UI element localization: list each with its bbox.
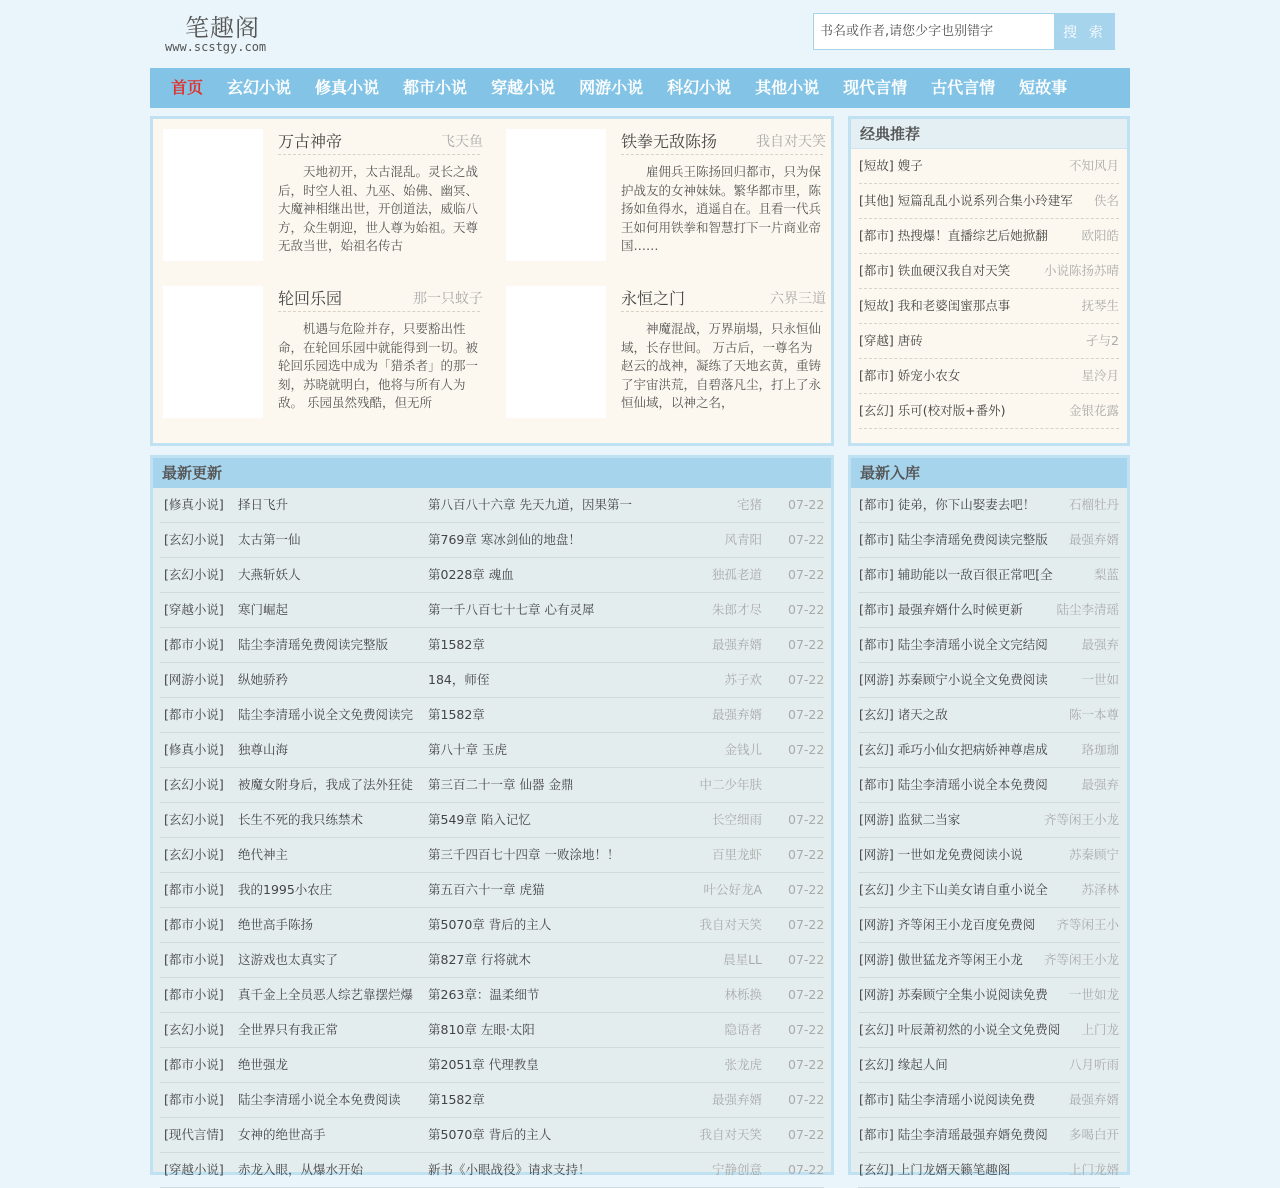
book-link[interactable]: [玄幻] 少主下山美女请自重小说全 <box>859 882 1048 897</box>
category-link[interactable]: [玄幻小说] <box>164 1022 224 1037</box>
list-item <box>858 1118 1120 1153</box>
author-name: 齐等闲王小龙 <box>1043 952 1119 967</box>
category-link[interactable]: [现代言情] <box>164 1127 224 1142</box>
author-name: 齐等闲王小 <box>1056 917 1119 932</box>
author-name: 上门龙 <box>1081 1022 1119 1037</box>
book-link[interactable]: 这游戏也太真实了 <box>238 952 339 967</box>
table-row <box>160 1083 824 1118</box>
book-link[interactable]: 纵她骄矜 <box>238 672 289 687</box>
list-item <box>858 1153 1120 1188</box>
list-item <box>858 523 1120 558</box>
list-item <box>858 663 1120 698</box>
book-author[interactable]: 六界三道 <box>770 291 826 307</box>
author-name: 宅猪 <box>736 497 762 512</box>
author-name: 最强弃婿 <box>711 707 762 722</box>
author-name: 苏子欢 <box>724 672 762 687</box>
book-link[interactable]: [网游] 苏秦顾宁全集小说阅读免费 <box>859 987 1048 1002</box>
update-date: 07-22 <box>788 952 825 967</box>
table-row <box>160 768 824 803</box>
author-link[interactable]: 不知风月 <box>1068 158 1119 173</box>
chapter-link[interactable]: 新书《小眼战役》请求支持！ <box>428 1162 591 1177</box>
update-date: 07-22 <box>788 672 825 687</box>
category-link[interactable]: [玄幻小说] <box>164 812 224 827</box>
category-link[interactable]: [都市小说] <box>164 637 224 652</box>
site-header <box>150 0 1130 68</box>
author-name: 陆尘李清瑶 <box>1056 602 1119 617</box>
category-link[interactable]: [都市小说] <box>164 882 224 897</box>
book-link[interactable]: 绝世高手陈扬 <box>238 917 314 932</box>
list-item <box>858 838 1120 873</box>
update-date: 07-22 <box>788 1127 825 1142</box>
main-nav <box>150 68 1130 108</box>
book-description: 雇佣兵王陈扬回归都市，只为保护战友的女神妹妹。繁华都市里，陈扬如鱼得水，逍遥自在。且看一代兵王如何用铁拳和智慧打下一片商业帝国…… <box>621 164 822 253</box>
book-author[interactable]: 那一只蚊子 <box>413 291 483 307</box>
new-books-panel <box>848 455 1130 1175</box>
chapter-link[interactable]: 第5070章 背后的主人 <box>428 917 552 932</box>
chapter-link[interactable]: 第三百二十一章 仙器 金鼎 <box>428 777 574 792</box>
author-name: 最强弃婿 <box>711 637 762 652</box>
category-link[interactable]: [穿越小说] <box>164 1162 224 1177</box>
nav-item[interactable]: 其他小说 <box>755 78 820 97</box>
table-row <box>160 488 824 523</box>
table-row <box>160 1153 824 1188</box>
chapter-link[interactable]: 184，师侄 <box>428 672 490 687</box>
site-url: www.scstgy.com <box>165 40 267 54</box>
author-link[interactable]: 小说陈扬苏晴 <box>1043 263 1119 278</box>
author-name: 珞珈珈 <box>1081 742 1119 757</box>
list-item <box>858 1013 1120 1048</box>
category-link[interactable]: [都市小说] <box>164 1057 224 1072</box>
author-name: 风青阳 <box>724 532 762 547</box>
author-name: 最强弃 <box>1081 637 1119 652</box>
author-name: 多喝白开 <box>1068 1127 1119 1142</box>
table-row <box>160 523 824 558</box>
chapter-link[interactable]: 第1582章 <box>428 637 485 652</box>
book-link[interactable]: 全世界只有我正常 <box>238 1022 339 1037</box>
book-link[interactable]: [都市] 陆尘李清瑶免费阅读完整版 <box>859 532 1048 547</box>
panel-title: 最新更新 <box>153 458 831 488</box>
category-link[interactable]: [网游小说] <box>164 672 224 687</box>
featured-book[interactable] <box>506 286 826 426</box>
chapter-link[interactable]: 第五百六十一章 虎猫 <box>428 882 545 897</box>
book-title[interactable]: 轮回乐园 <box>278 286 480 312</box>
book-link[interactable]: [玄幻] 诸天之敌 <box>859 707 948 722</box>
chapter-link[interactable]: 第263章：温柔细节 <box>428 987 540 1002</box>
author-link[interactable]: 欧阳皓 <box>1081 228 1119 243</box>
list-item <box>858 1048 1120 1083</box>
category-link[interactable]: [玄幻小说] <box>164 847 224 862</box>
book-title[interactable]: 永恒之门 <box>621 286 823 312</box>
book-link[interactable]: 陆尘李清瑶免费阅读完整版 <box>238 637 389 652</box>
category-link[interactable]: [穿越小说] <box>164 602 224 617</box>
table-row <box>160 663 824 698</box>
list-item <box>858 978 1120 1013</box>
list-item <box>858 768 1120 803</box>
author-name: 齐等闲王小龙 <box>1043 812 1119 827</box>
book-link[interactable]: 寒门崛起 <box>238 602 289 617</box>
list-item <box>859 359 1119 394</box>
chapter-link[interactable]: 第810章 左眼·太阳 <box>428 1022 535 1037</box>
update-date: 07-22 <box>788 707 825 722</box>
chapter-link[interactable]: 第八百八十六章 先天九道，因果第一 <box>428 497 632 512</box>
table-row <box>160 943 824 978</box>
author-name: 隐语者 <box>724 1022 762 1037</box>
chapter-link[interactable]: 第八十章 玉虎 <box>428 742 507 757</box>
list-item <box>858 628 1120 663</box>
author-name: 我自对天笑 <box>699 1127 762 1142</box>
list-item <box>858 908 1120 943</box>
author-name: 张龙虎 <box>724 1057 762 1072</box>
list-item <box>859 254 1119 289</box>
table-row <box>160 873 824 908</box>
book-link[interactable]: [网游] 傲世猛龙齐等闲王小龙 <box>859 952 1023 967</box>
book-link[interactable]: [都市] 铁血硬汉我自对天笑 <box>859 263 1011 278</box>
book-link[interactable]: [短故] 我和老婆闺蜜那点事 <box>859 298 1011 313</box>
book-link[interactable]: 绝世强龙 <box>238 1057 289 1072</box>
author-name: 梨蓝 <box>1093 567 1119 582</box>
chapter-link[interactable]: 第1582章 <box>428 707 485 722</box>
book-link[interactable]: [网游] 齐等闲王小龙百度免费阅 <box>859 917 1036 932</box>
list-item <box>858 803 1120 838</box>
category-link[interactable]: [都市小说] <box>164 1092 224 1107</box>
table-row <box>160 803 824 838</box>
author-name: 晨星LL <box>723 952 762 967</box>
book-link[interactable]: 女神的绝世高手 <box>238 1127 326 1142</box>
book-link[interactable]: [网游] 苏秦顾宁小说全文免费阅读 <box>859 672 1048 687</box>
author-name: 最强弃婿 <box>711 1092 762 1107</box>
latest-updates-panel <box>150 455 834 1175</box>
book-link[interactable]: 大燕斩妖人 <box>238 567 301 582</box>
category-link[interactable]: [玄幻小说] <box>164 532 224 547</box>
category-link[interactable]: [都市小说] <box>164 987 224 1002</box>
book-description: 天地初开，太古混乱。灵长之战后，时空人祖、九巫、始佛、幽冥、大魔神相继出世，开创道法，威临八方，众生朝迎，世人尊为始祖。天尊无敌当世，始祖名传古 <box>278 164 479 253</box>
list-item <box>859 324 1119 359</box>
table-row <box>160 558 824 593</box>
chapter-link[interactable]: 第0228章 魂血 <box>428 567 514 582</box>
book-link[interactable]: [玄幻] 乖巧小仙女把病娇神尊虐成 <box>859 742 1048 757</box>
nav-item[interactable]: 都市小说 <box>403 78 468 97</box>
featured-book[interactable] <box>163 286 483 426</box>
panel-title: 最新入库 <box>851 458 1127 488</box>
book-link[interactable]: [都市] 最强弃婿什么时候更新 <box>859 602 1023 617</box>
author-name: 最强弃 <box>1081 777 1119 792</box>
author-name: 我自对天笑 <box>699 917 762 932</box>
book-link[interactable]: 绝代神主 <box>238 847 289 862</box>
author-name: 八月听雨 <box>1068 1057 1119 1072</box>
table-row <box>160 698 824 733</box>
update-date: 07-22 <box>788 812 825 827</box>
chapter-link[interactable]: 第2051章 代理教皇 <box>428 1057 539 1072</box>
list-item <box>858 488 1120 523</box>
list-item <box>859 394 1119 429</box>
search-input[interactable]: 书名或作者,请您少字也别错字 <box>813 13 1055 50</box>
book-link[interactable]: [都市] 陆尘李清瑶小说全文完结阅 <box>859 637 1048 652</box>
update-date: 07-22 <box>788 532 825 547</box>
author-link[interactable]: 抚琴生 <box>1081 298 1119 313</box>
category-link[interactable]: [玄幻小说] <box>164 567 224 582</box>
author-name: 独孤老道 <box>711 567 762 582</box>
table-row <box>160 593 824 628</box>
book-link[interactable]: 陆尘李清瑶小说全文免费阅读完 <box>238 707 414 722</box>
book-link[interactable]: [都市] 热搜爆！直播综艺后她掀翻 <box>859 228 1048 243</box>
book-link[interactable]: [短故] 嫂子 <box>859 158 923 173</box>
book-link[interactable]: 被魔女附身后，我成了法外狂徒 <box>238 777 414 792</box>
update-date: 07-22 <box>788 882 825 897</box>
book-link[interactable]: 陆尘李清瑶小说全本免费阅读 <box>238 1092 401 1107</box>
nav-item[interactable]: 短故事 <box>1019 78 1068 97</box>
search-button[interactable]: 搜 索 <box>1055 13 1115 50</box>
list-item <box>858 593 1120 628</box>
author-name: 苏秦顾宁 <box>1068 847 1119 862</box>
chapter-link[interactable]: 第1582章 <box>428 1092 485 1107</box>
category-link[interactable]: [都市小说] <box>164 917 224 932</box>
book-link[interactable]: [网游] 一世如龙免费阅读小说 <box>859 847 1023 862</box>
author-name: 上门龙婿 <box>1068 1162 1119 1177</box>
nav-item[interactable]: 修真小说 <box>315 78 380 97</box>
update-date: 07-22 <box>788 987 825 1002</box>
author-link[interactable]: 星泠月 <box>1081 368 1119 383</box>
update-date: 07-22 <box>788 1162 825 1177</box>
list-item <box>859 184 1119 219</box>
book-description: 机遇与危险并存，只要豁出性命，在轮回乐园中就能得到一切。被轮回乐园选中成为「猎杀者」的那一刻，苏晓就明白，他将与所有人为敌。 乐园虽然残酷，但无所 <box>278 321 479 410</box>
book-cover[interactable] <box>163 286 263 418</box>
book-link[interactable]: [都市] 娇宠小农女 <box>859 368 961 383</box>
list-item <box>858 943 1120 978</box>
author-name: 苏泽林 <box>1081 882 1119 897</box>
book-link[interactable]: [玄幻] 叶辰萧初然的小说全文免费阅 <box>859 1022 1061 1037</box>
author-name: 叶公好龙A <box>703 882 762 897</box>
nav-item[interactable]: 穿越小说 <box>491 78 556 97</box>
book-link[interactable]: 长生不死的我只练禁术 <box>238 812 364 827</box>
update-date: 07-22 <box>788 1022 825 1037</box>
list-item <box>858 698 1120 733</box>
category-link[interactable]: [修真小说] <box>164 497 224 512</box>
author-link[interactable]: 佚名 <box>1093 193 1119 208</box>
chapter-link[interactable]: 第769章 寒冰剑仙的地盘！ <box>428 532 581 547</box>
nav-item[interactable]: 古代言情 <box>931 78 996 97</box>
table-row <box>160 908 824 943</box>
book-link[interactable]: 真千金上全员恶人综艺靠摆烂爆 <box>238 987 414 1002</box>
category-link[interactable]: [都市小说] <box>164 707 224 722</box>
book-link[interactable]: 择日飞升 <box>238 497 289 512</box>
update-date: 07-22 <box>788 497 825 512</box>
table-row <box>160 978 824 1013</box>
author-link[interactable]: 孑与2 <box>1086 333 1119 348</box>
category-link[interactable]: [玄幻小说] <box>164 777 224 792</box>
book-author[interactable]: 飞天鱼 <box>441 134 483 150</box>
nav-item[interactable]: 玄幻小说 <box>227 78 292 97</box>
update-date: 07-22 <box>788 567 825 582</box>
book-link[interactable]: 独尊山海 <box>238 742 289 757</box>
featured-books <box>150 116 834 446</box>
author-name: 金钱儿 <box>724 742 762 757</box>
book-link[interactable]: [玄幻] 缘起人间 <box>859 1057 948 1072</box>
chapter-link[interactable]: 第一千八百七十七章 心有灵犀 <box>428 602 595 617</box>
table-row <box>160 733 824 768</box>
list-item <box>859 149 1119 184</box>
list-item <box>858 558 1120 593</box>
book-link[interactable]: 太古第一仙 <box>238 532 301 547</box>
update-date: 07-22 <box>788 742 825 757</box>
author-link[interactable]: 金银花露 <box>1068 403 1119 418</box>
author-name: 陈一本尊 <box>1068 707 1119 722</box>
nav-item[interactable]: 科幻小说 <box>667 78 732 97</box>
table-row <box>160 1013 824 1048</box>
book-link[interactable]: [都市] 陆尘李清瑶小说阅读免费 <box>859 1092 1036 1107</box>
book-cover[interactable] <box>506 129 606 261</box>
nav-item[interactable]: 首页 <box>171 78 204 97</box>
author-name: 中二少年肤 <box>699 777 762 792</box>
list-item <box>858 733 1120 768</box>
classic-recommend-panel <box>848 116 1130 446</box>
chapter-link[interactable]: 第827章 行将就木 <box>428 952 531 967</box>
update-date: 07-22 <box>788 602 825 617</box>
category-link[interactable]: [都市小说] <box>164 952 224 967</box>
chapter-link[interactable]: 第549章 陷入记忆 <box>428 812 531 827</box>
site-logo[interactable]: 笔趣阁 <box>185 14 260 42</box>
book-link[interactable]: [都市] 陆尘李清瑶最强弃婿免费阅 <box>859 1127 1048 1142</box>
author-name: 一世如 <box>1081 672 1119 687</box>
author-name: 朱郎才尽 <box>711 602 762 617</box>
list-item <box>859 289 1119 324</box>
book-link[interactable]: [都市] 辅助能以一敌百很正常吧[全 <box>859 567 1053 582</box>
featured-book[interactable] <box>163 129 483 269</box>
panel-title: 经典推荐 <box>851 119 1127 149</box>
update-date: 07-22 <box>788 637 825 652</box>
author-name: 林栎换 <box>724 987 762 1002</box>
table-row <box>160 628 824 663</box>
book-link[interactable]: 赤龙入眼，从爆水开始 <box>238 1162 364 1177</box>
update-date: 07-22 <box>788 917 825 932</box>
featured-book[interactable] <box>506 129 826 269</box>
author-name: 最强弃婿 <box>1068 1092 1119 1107</box>
book-link[interactable]: [都市] 陆尘李清瑶小说全本免费阅 <box>859 777 1048 792</box>
author-name: 最强弃婿 <box>1068 532 1119 547</box>
list-item <box>858 1083 1120 1118</box>
book-link[interactable]: [网游] 监狱二当家 <box>859 812 961 827</box>
chapter-link[interactable]: 第三千四百七十四章 一败涂地！！ <box>428 847 620 862</box>
author-name: 百里龙虾 <box>711 847 762 862</box>
list-item <box>858 873 1120 908</box>
chapter-link[interactable]: 第5070章 背后的主人 <box>428 1127 552 1142</box>
book-title[interactable]: 万古神帝 <box>278 129 480 155</box>
table-row <box>160 1118 824 1153</box>
book-description: 神魔混战，万界崩塌，只永恒仙域，长存世间。 万古后，一尊名为赵云的战神，凝练了天地玄黄，重铸了宇宙洪荒，自碧落凡尘，打上了永恒仙域，以神之名， <box>621 321 822 410</box>
book-cover[interactable] <box>163 129 263 261</box>
nav-item[interactable]: 现代言情 <box>843 78 908 97</box>
search-bar <box>813 13 1115 50</box>
author-name: 宁静创意 <box>711 1162 762 1177</box>
book-link[interactable]: [玄幻] 上门龙婿天籁笔趣阁 <box>859 1162 1011 1177</box>
book-link[interactable]: 我的1995小农庄 <box>238 882 333 897</box>
author-name: 长空细雨 <box>711 812 762 827</box>
author-name: 一世如龙 <box>1068 987 1119 1002</box>
book-title[interactable]: 铁拳无敌陈扬 <box>621 129 823 155</box>
update-date: 07-22 <box>788 847 825 862</box>
book-link[interactable]: [玄幻] 乐可(校对版+番外) <box>859 403 1006 418</box>
book-link[interactable]: [穿越] 唐砖 <box>859 333 923 348</box>
update-date: 07-22 <box>788 1057 825 1072</box>
book-link[interactable]: [都市] 徒弟，你下山娶妻去吧！ <box>859 497 1036 512</box>
book-author[interactable]: 我自对天笑 <box>756 134 826 150</box>
table-row <box>160 1048 824 1083</box>
table-row <box>160 838 824 873</box>
author-name: 石榴牡丹 <box>1068 497 1119 512</box>
category-link[interactable]: [修真小说] <box>164 742 224 757</box>
book-cover[interactable] <box>506 286 606 418</box>
update-date: 07-22 <box>788 1092 825 1107</box>
nav-item[interactable]: 网游小说 <box>579 78 644 97</box>
list-item <box>859 219 1119 254</box>
book-link[interactable]: [其他] 短篇乱乱小说系列合集小玲建军 <box>859 193 1073 208</box>
